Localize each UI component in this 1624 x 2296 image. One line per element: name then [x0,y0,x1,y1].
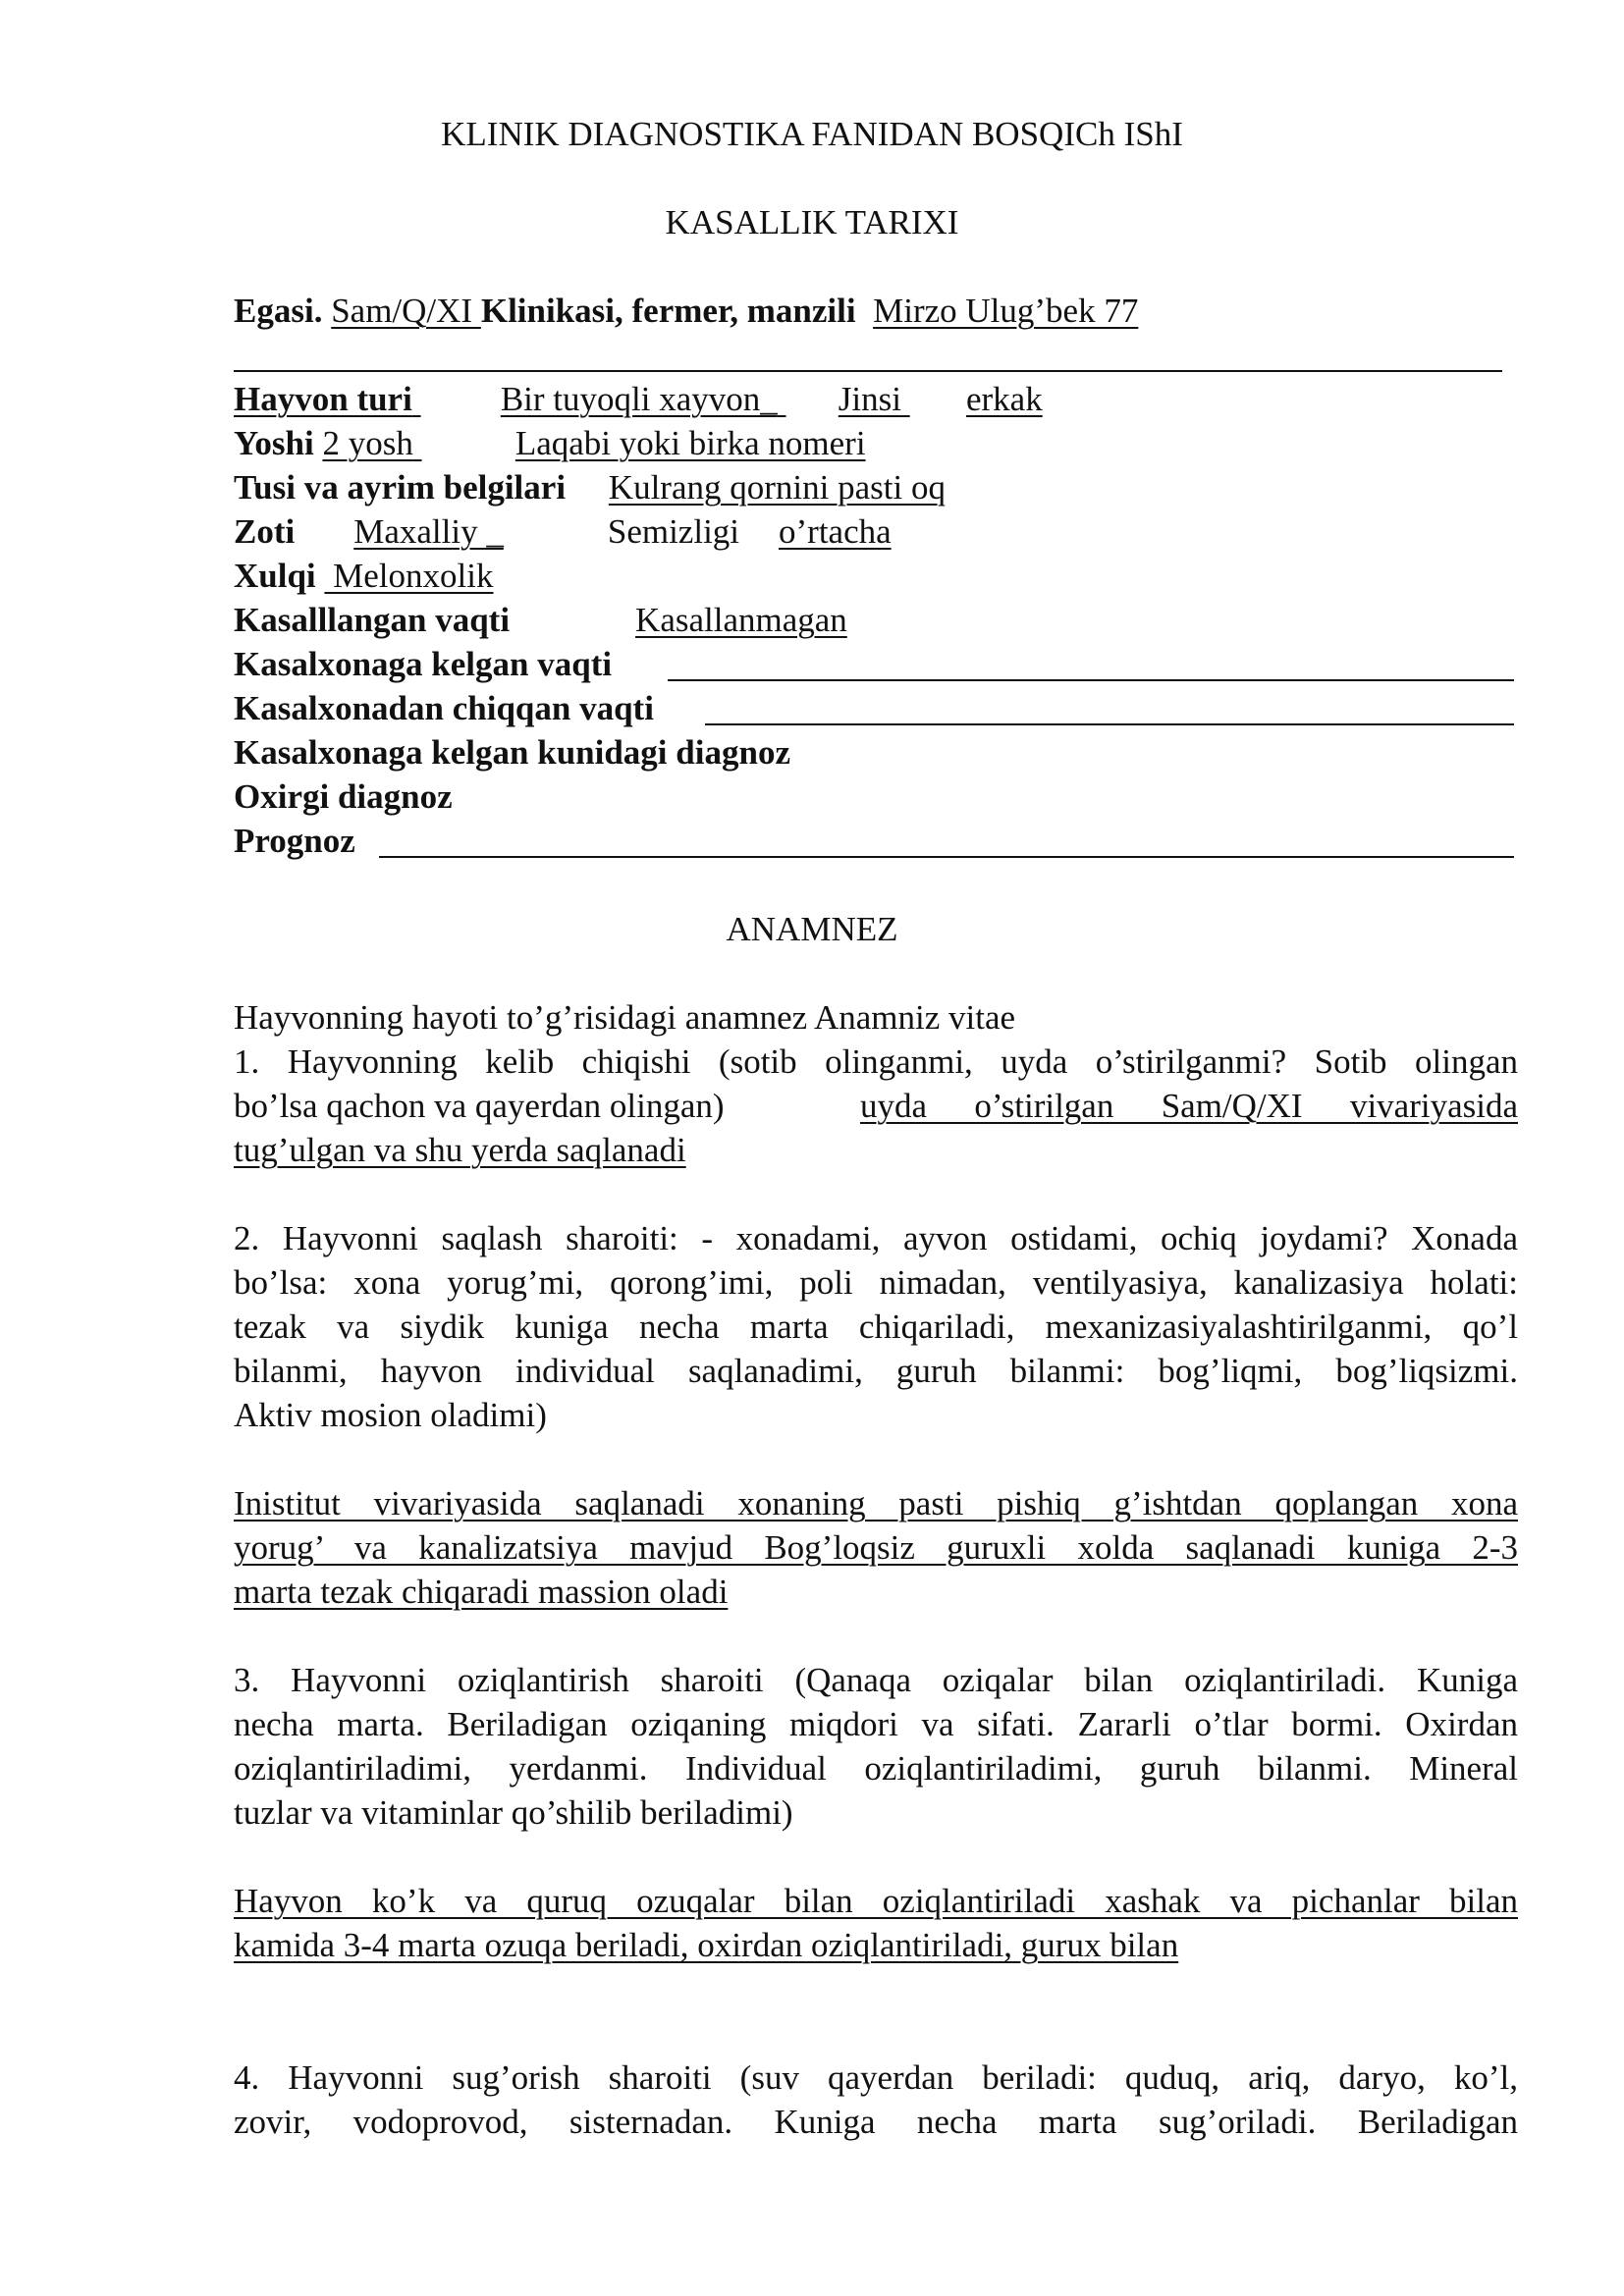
owner-value: Sam/Q/XI [331,292,481,330]
q2-answer-line: marta tezak chiqaradi massion oladi [234,1573,729,1611]
species-gap [412,377,501,421]
sex-label: Jinsi [838,380,901,418]
clinic-label: Klinikasi, fermer, manzili [480,292,856,330]
temper-value: Melonxolik [324,557,494,595]
age-value: 2 yosh [322,424,413,462]
q1-line-2 [234,1084,1518,1128]
q2-line: bo’lsa: xona yorug’mi, qorong’imi, poli nimadan, ventilyasiya, kanalizasiya holati: [234,1263,1518,1302]
color-value: Kulrang qornini pasti oq [608,468,946,507]
species-gap2 [778,377,839,421]
color-label: Tusi va ayrim belgilari [234,468,567,507]
q3-line: oziqlantiriladimi, yerdanmi. Individual oziqlantiriladimi, guruh bilanmi. Mineral [234,1749,1518,1788]
document-title: KLINIK DIAGNOSTIKA FANIDAN BOSQICh IShI [441,115,1183,153]
breed-row [234,509,892,554]
q1-line2-text: bo’lsa qachon va qayerdan olingan) [234,1087,725,1125]
species-value: Bir tuyoqli xayvon_ [500,380,778,418]
q2-answer-line: yorug’ va kanalizatsiya mavjud Bog’loqsiz guruxli xolda saqlanadi kuniga 2-3 [234,1528,1518,1567]
question-3 [234,1658,1518,1835]
color-row [234,465,946,509]
q3-line: 3. Hayvonni oziqlantirish sharoiti (Qanaqa oziqalar bilan oziqlantiriladi. Kuniga [234,1661,1518,1699]
age-label: Yoshi [234,424,314,462]
illness-time-label: Kasalllangan vaqti [234,601,511,639]
final-diagnosis-row [234,774,453,819]
q2-line: Aktiv mosion oladimi) [234,1396,547,1434]
q2-line: tezak va siydik kuniga necha marta chiqariladi, mexanizasiyalashtirilganmi, qo’l [234,1308,1518,1346]
q1-answer-end-line [234,1128,1518,1172]
prognosis-label: Prognoz [234,822,355,860]
temper-label: Xulqi [234,557,316,595]
illness-time-row [234,598,847,642]
breed-label: Zoti [234,512,296,551]
age-gap [413,421,515,465]
q1-line2-answer: uyda o’stirilgan Sam/Q/XI vivariyasida [860,1087,1518,1125]
q2-line: bilanmi, hayvon individual saqlanadimi, guruh bilanmi: bog’liqmi, bog’liqsizmi. [234,1352,1518,1390]
discharge-blank [705,723,1514,725]
fatness-value: o’rtacha [779,512,892,551]
discharge-label: Kasalxonadan chiqqan vaqti [234,689,654,727]
arrival-label: Kasalxonaga kelgan vaqti [234,645,613,683]
nickname-label: Laqabi yoki birka nomeri [514,424,866,462]
q3-line: necha marta. Beriladigan oziqaning miqdori va sifati. Zararli o’tlar bormi. Oxirdan [234,1705,1518,1743]
q3-line: tuzlar va vitaminlar qo’shilib beriladimi) [234,1793,793,1832]
owner-row [234,289,1138,333]
final-diagnosis-label: Oxirgi diagnoz [234,777,453,816]
prognosis-blank [379,856,1514,858]
owner-label: Egasi. [234,292,323,330]
sex-gap [901,377,966,421]
fatness-label: Semizligi [607,512,740,551]
owner-rule [234,370,1502,372]
q4-line: 4. Hayvonni sug’orish sharoiti (suv qayerdan beriladi: quduq, ariq, daryo, ko’l, [234,2058,1518,2097]
illness-time-value: Kasallanmagan [635,601,847,639]
arrival-blank [668,679,1514,681]
q1-answer-end: tug’ulgan va shu yerda saqlanadi [234,1131,686,1169]
document-subtitle: KASALLIK TARIXI [665,203,959,241]
q3-answer-line: kamida 3-4 marta ozuqa beriladi, oxirdan oziqlantiriladi, gurux bilan [234,1926,1179,1964]
clinic-value: Mirzo Ulug’bek 77 [873,292,1139,330]
anamnesis-intro: Hayvonning hayoti to’g’risidagi anamnez Anamniz vitae [234,998,1016,1037]
breed-value: Maxalliy _ [353,512,504,551]
question-2 [234,1216,1518,1437]
q4-line: zovir, vodoprovod, sisternadan. Kuniga necha marta sug’oriladi. Beriladigan [234,2103,1518,2141]
question-4 [234,2056,1518,2144]
prognosis-row [234,819,355,863]
q1-line: 1. Hayvonning kelib chiqishi (sotib olinganmi, uyda o’stirilganmi? Sotib olingan [234,1042,1518,1081]
question-1 [234,1040,1518,1172]
q3-answer-line: Hayvon ko’k va quruq ozuqalar bilan oziqlantiriladi xashak va pichanlar bilan [234,1882,1518,1920]
answer-2 [234,1481,1518,1614]
q2-answer-line: Inistitut vivariyasida saqlanadi xonaning pasti pishiq g’ishtdan qoplangan xona [234,1484,1518,1522]
anamnesis-heading: ANAMNEZ [726,910,898,948]
arrival-diagnosis-label: Kasalxonaga kelgan kunidagi diagnoz [234,733,790,772]
answer-3 [234,1879,1518,1967]
species-row [234,377,1043,421]
q3-answer-line-wrap [234,1923,1518,1967]
arrival-diagnosis-row [234,730,790,774]
sex-value: erkak [965,380,1043,418]
arrival-row [234,642,612,686]
age-row [234,421,866,465]
q2-line: 2. Hayvonni saqlash sharoiti: - xonadami, ayvon ostidami, ochiq joydami? Xonada [234,1219,1518,1257]
discharge-row [234,686,654,730]
species-label: Hayvon turi [234,380,412,418]
q2-answer-line-wrap [234,1570,1518,1614]
temper-row [234,554,493,598]
